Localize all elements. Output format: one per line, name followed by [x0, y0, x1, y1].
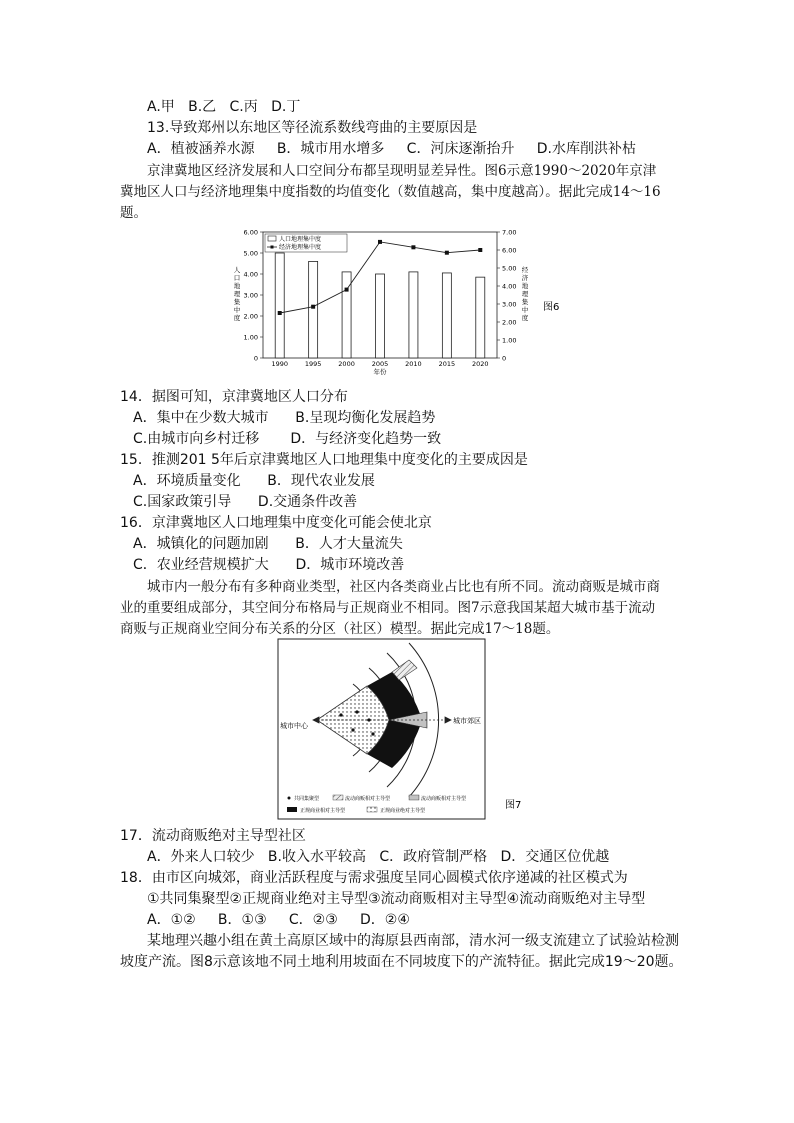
figure-6-chart: [225, 226, 585, 376]
legend-formal-relative: 正规商业相对主导型: [300, 808, 346, 814]
q17-options: A．外来人口较少 B.收入水平较高 C．政府管制严格 D．交通区位优越: [147, 849, 610, 865]
figure-6-label: 图6: [543, 302, 560, 313]
legend-mobile-relative-2: 流动商贩相对主导型: [421, 796, 467, 802]
right-tick-label: 2.00: [502, 318, 517, 327]
legend-formal-absolute: 正规商业绝对主导型: [380, 808, 426, 814]
q16-stem: 16．京津冀地区人口地理集中度变化可能会使北京: [120, 515, 432, 531]
q12-options: A.甲 B.乙 C.丙 D.丁: [147, 99, 301, 115]
q16-option-ab: A．城镇化的问题加剧 B．人才大量流失: [133, 536, 403, 552]
city-center-label: 城市中心: [280, 722, 308, 730]
q18-stem-line2: ①共同集聚型②正规商业绝对主导型③流动商贩相对主导型④流动商贩绝对主导型: [147, 891, 646, 907]
left-tick-label: 2.00: [243, 312, 258, 321]
economic-point: [445, 251, 449, 255]
intro-14-16-line2: 冀地区人口与经济地理集中度指数的均值变化（数值越高，集中度越高）。据此完成14～16: [120, 184, 661, 200]
right-tick-label: 7.00: [502, 228, 517, 237]
left-tick-label: 5.00: [243, 249, 258, 258]
right-tick-label: 3.00: [502, 300, 517, 309]
legend-point-swatch: [271, 246, 274, 249]
x-axis-label: 年份: [373, 368, 387, 376]
x-tick-label: 1990: [271, 360, 288, 368]
economic-point: [378, 240, 382, 244]
x-tick-label: 1995: [304, 360, 322, 368]
intro-19-20-line2: 坡度产流。图8示意该地不同土地利用坡面在不同坡度下的产流特征。据此完成19～20题。: [120, 954, 683, 970]
population-bar: [442, 273, 451, 358]
right-tick-label: 6.00: [502, 246, 517, 255]
q18-options: A．①② B．①③ C．②③ D．②④: [147, 912, 410, 928]
right-tick-label: 0: [502, 354, 507, 363]
left-tick-label: 4.00: [243, 270, 258, 279]
left-tick-label: 1.00: [243, 333, 258, 342]
right-axis-title: 经济地理集中度: [521, 266, 529, 322]
x-tick-label: 2000: [338, 360, 355, 368]
q13-options: A．植被涵养水源 B．城市用水增多 C．河床逐渐抬升 D.水库削洪补枯: [147, 141, 636, 157]
left-tick-label: 6.00: [243, 228, 258, 237]
right-tick-label: 5.00: [502, 264, 517, 273]
legend-economic: 经济地理集中度: [279, 244, 322, 251]
population-bar: [376, 274, 385, 358]
legend-bar-swatch: [268, 236, 276, 241]
x-tick-label: 2020: [472, 360, 489, 368]
q15-stem: 15．推测201 5年后京津冀地区人口地理集中度变化的主要成因是: [120, 452, 528, 468]
left-axis-title: 人口地理集中度: [233, 266, 241, 322]
x-tick-label: 2010: [405, 360, 422, 368]
population-bar: [275, 253, 284, 358]
legend-population: 人口地理集中度: [279, 236, 322, 243]
q14-stem: 14．据图可知，京津冀地区人口分布: [120, 389, 348, 405]
economic-point: [311, 305, 315, 309]
population-bar: [309, 261, 318, 358]
intro-17-18-line3: 商贩与正规商业空间分布关系的分区（社区）模型。据此完成17～18题。: [120, 621, 560, 637]
intro-17-18-line1: 城市内一般分布有多种商业类型，社区内各类商业占比也有所不同。流动商贩是城市商: [147, 579, 660, 595]
q15-option-cd: C.国家政策引导 D.交通条件改善: [133, 494, 358, 510]
x-tick-label: 2005: [371, 360, 389, 368]
economic-point: [478, 248, 482, 252]
figure-7-label: 图7: [505, 800, 522, 811]
intro-14-16-line1: 京津冀地区经济发展和人口空间分布都呈现明显差异性。图6示意1990～2020年京津: [147, 163, 657, 179]
figure-7-diagram: [277, 638, 537, 828]
population-bar: [409, 272, 418, 358]
legend-mobile-relative-1: 流动商贩相对主导型: [345, 796, 391, 802]
legend-co-agglomeration: 共同集聚型: [294, 796, 320, 802]
q16-option-cd: C．农业经营规模扩大 D．城市环境改善: [133, 557, 405, 573]
city-suburb-label: 城市郊区: [453, 717, 481, 725]
q15-option-ab: A．环境质量变化 B．现代农业发展: [133, 473, 375, 489]
intro-14-16-line3: 题。: [120, 205, 147, 221]
left-tick-label: 0: [253, 354, 258, 363]
q13-stem: 13.导致郑州以东地区等径流系数线弯曲的主要原因是: [147, 120, 478, 136]
intro-17-18-line2: 业的重要组成部分，其空间分布格局与正规商业不相同。图7示意我国某超大城市基于流动: [120, 600, 656, 616]
right-tick-label: 4.00: [502, 282, 517, 291]
right-tick-label: 1.00: [502, 336, 517, 345]
q14-option-cd: C.由城市向乡村迁移 D．与经济变化趋势一致: [133, 431, 442, 447]
economic-point: [411, 245, 415, 249]
economic-point: [278, 311, 282, 315]
economic-point: [345, 288, 349, 292]
left-tick-label: 3.00: [243, 291, 258, 300]
intro-19-20-line1: 某地理兴趣小组在黄土高原区域中的海原县西南部，清水河一级支流建立了试验站检测: [147, 933, 679, 949]
q18-stem-line1: 18．由市区向城郊，商业活跃程度与需求强度呈同心圆模式依序递减的社区模式为: [120, 870, 628, 886]
x-tick-label: 2015: [438, 360, 456, 368]
q14-option-ab: A．集中在少数大城市 B.呈现均衡化发展趋势: [133, 410, 436, 426]
population-bar: [476, 277, 485, 358]
q17-stem: 17．流动商贩绝对主导型社区: [120, 828, 306, 844]
